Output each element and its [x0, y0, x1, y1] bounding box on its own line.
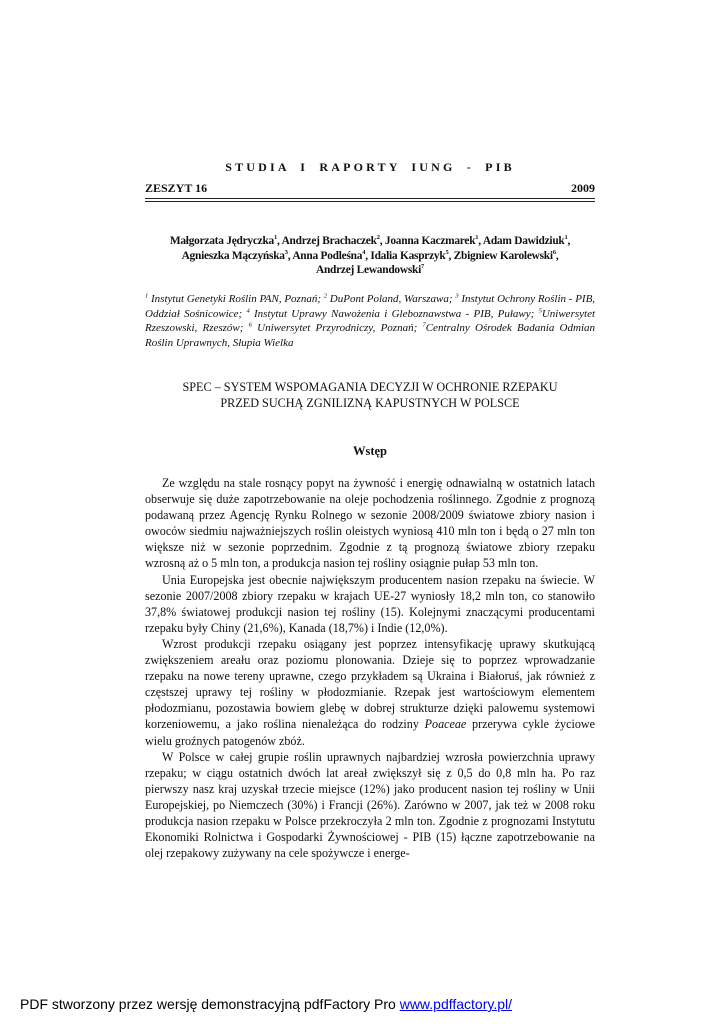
header-rule-bottom — [145, 201, 595, 202]
paragraph: Ze względu na stale rosnący popyt na żywność i energię odnawialną w ostatnich latach obserwuje się duże zapotrzebowanie na oleje pochodzenia roślinnego. Zgodnie z prognozą podawaną przez Agencję Rynku Rolnego w sezonie 2008/2009 światowe zbiory nasion i owoców siedmiu najważniejszych roślin oleistych wyniosą 410 mln ton i będą o 27 mln ton większe niż w sezonie poprzednim. Zgodnie z tą prognozą światowe zbiory rzepaku wzrosną aż o 5 mln ton, a produkcja nasion tej rośliny osiągnie pułap 53 mln ton. — [145, 476, 595, 571]
footer-text: PDF stworzony przez wersję demonstracyjną pdfFactory Pro — [20, 996, 400, 1012]
author: Zbigniew Karolewski$^6$ — [453, 248, 556, 262]
author: Adam Dawidziuk$^1$ — [482, 234, 568, 247]
author: Andrzej Lewandowski$^7$ — [315, 263, 425, 277]
affiliation: DuPont Poland, Warszawa; — [329, 293, 453, 305]
taxon-name: Poaceae — [424, 717, 467, 732]
author: Joanna Kaczmarek$^1$ — [384, 234, 479, 247]
affiliation: Instytut Uprawy Nawożenia i Gleboznawstwa - PIB, Puławy; — [254, 307, 535, 320]
pdf-watermark-footer — [20, 996, 512, 1012]
body-text — [145, 475, 595, 861]
paragraph: Unia Europejska jest obecnie największym producentem nasion rzepaku na świecie. W sezonie 2007/2008 zbiory rzepaku w krajach UE-27 wyniosły 18,2 mln ton, co stanowiło 37,8% światowej produkcji nasion tej rośliny (15). Kolejnymi znaczącymi producentami rzepaku były Chiny (21,6%), Kanada (18,7%) i Indie (12,0%). — [145, 572, 595, 635]
affiliation: Uniwersytet Przyrodniczy, Poznań; — [257, 322, 418, 335]
issue-year: 2009 — [571, 181, 595, 195]
author: Anna Podleśna$^4$ — [292, 248, 366, 262]
affiliations: $^1$ Instytut Genetyki Roślin PAN, Poznań; $^2$ DuPont Poland, Warszawa; $^3$ Instytut Ochrony Roślin - PIB, Oddział Sośnicowice; $^4$ Instytut Uprawy Nawożenia i Gleboznawstwa - PIB, Puławy; $^5$Uniwersytet Rzeszowski, Rzeszów; $^6$ Uniwersytet Przyrodniczy, Poznań; $^7$Centralny Ośrodek Badania Odmian Roślin Uprawnych, Słupia Wielka — [145, 292, 596, 349]
author: Małgorzata Jędryczka$^1$ — [169, 234, 277, 247]
affiliation: Uniwersytet Rzeszowski, Rzeszów; — [145, 307, 596, 335]
author: Agnieszka Mączyńska$^3$ — [181, 248, 288, 262]
paragraph: W Polsce w całej grupie roślin uprawnych najbardziej wzrosła powierzchnia uprawy rzepaku; w ciągu ostatnich dwóch lat areał zwiększył się z 0,5 do 0,8 mln ha. Po raz pierwszy nasz kraj uzyskał trzecie miejsce (12%) jako producent nasion tej rośliny w Unii Europejskiej, po Niemczech (30%) i Francji (26%). Zarówno w 2007, jak też w 2008 roku produkcja nasion rzepaku w Polsce przekroczyła 2 mln ton. Zgodnie z prognozami Instytutu Ekonomiki Rolnictwa i Gospodarki Żywnościowej - PIB (15) łączne zapotrzebowanie na olej rzepakowy zużywany na cele spożywcze i energe- — [145, 749, 595, 861]
pdffactory-link[interactable]: www.pdffactory.pl/ — [399, 996, 513, 1012]
issue-number: ZESZYT 16 — [145, 181, 208, 195]
paper-title-line: PRZED SUCHĄ ZGNILIZNĄ KAPUSTNYCH W POLSCE — [220, 396, 520, 410]
affiliation: Instytut Genetyki Roślin PAN, Poznań; — [151, 293, 321, 305]
author-list: Małgorzata Jędryczka$^1$, Andrzej Brachaczek$^2$, Joanna Kaczmarek$^1$, Adam Dawidziuk$^1$, Agnieszka Mączyńska$^3$, Anna Podleśna$^4$, Idalia Kasprzyk$^5$, Zbigniew Karolewski$^6$, Andrzej Lewandowski$^7$ — [169, 234, 571, 277]
affiliation: Centralny Ośrodek Badania Odmian Roślin Uprawnych, Słupia Wielka — [145, 322, 595, 349]
journal-title: STUDIA I RAPORTY IUNG - PIB — [225, 160, 515, 174]
affiliation: Instytut Ochrony Roślin - PIB, Oddział Sośnicowice; — [145, 293, 596, 320]
paragraph: Wzrost produkcji rzepaku osiągany jest poprzez intensyfikację uprawy skutkującą zwiększeniem areału oraz poziomu plonowania. Dzieje się to poprzez wprowadzanie rzepaku na nowe tereny uprawne, czego przykładem są Ukraina i Białoruś, jak również z częstszej uprawy tej rośliny w płodozmianie. Rzepak jest wartościowym elementem płodozmianu, pozostawia bowiem glebę w dobrej strukturze dzięki palowemu systemowi korzeniowemu, a jako roślina nienależąca do rodziny Poaceae przerywa cykle życiowe wielu groźnych patogenów zbóż. — [145, 636, 595, 748]
paper-title — [145, 379, 595, 411]
issue-row — [145, 181, 595, 196]
paper-title-line: SPEC – SYSTEM WSPOMAGANIA DECYZJI W OCHRONIE RZEPAKU — [182, 380, 558, 394]
author: Idalia Kasprzyk$^5$ — [370, 248, 449, 262]
header-rule-top — [145, 198, 595, 199]
author: Andrzej Brachaczek$^2$ — [281, 234, 380, 247]
section-heading: Wstęp — [352, 444, 388, 458]
